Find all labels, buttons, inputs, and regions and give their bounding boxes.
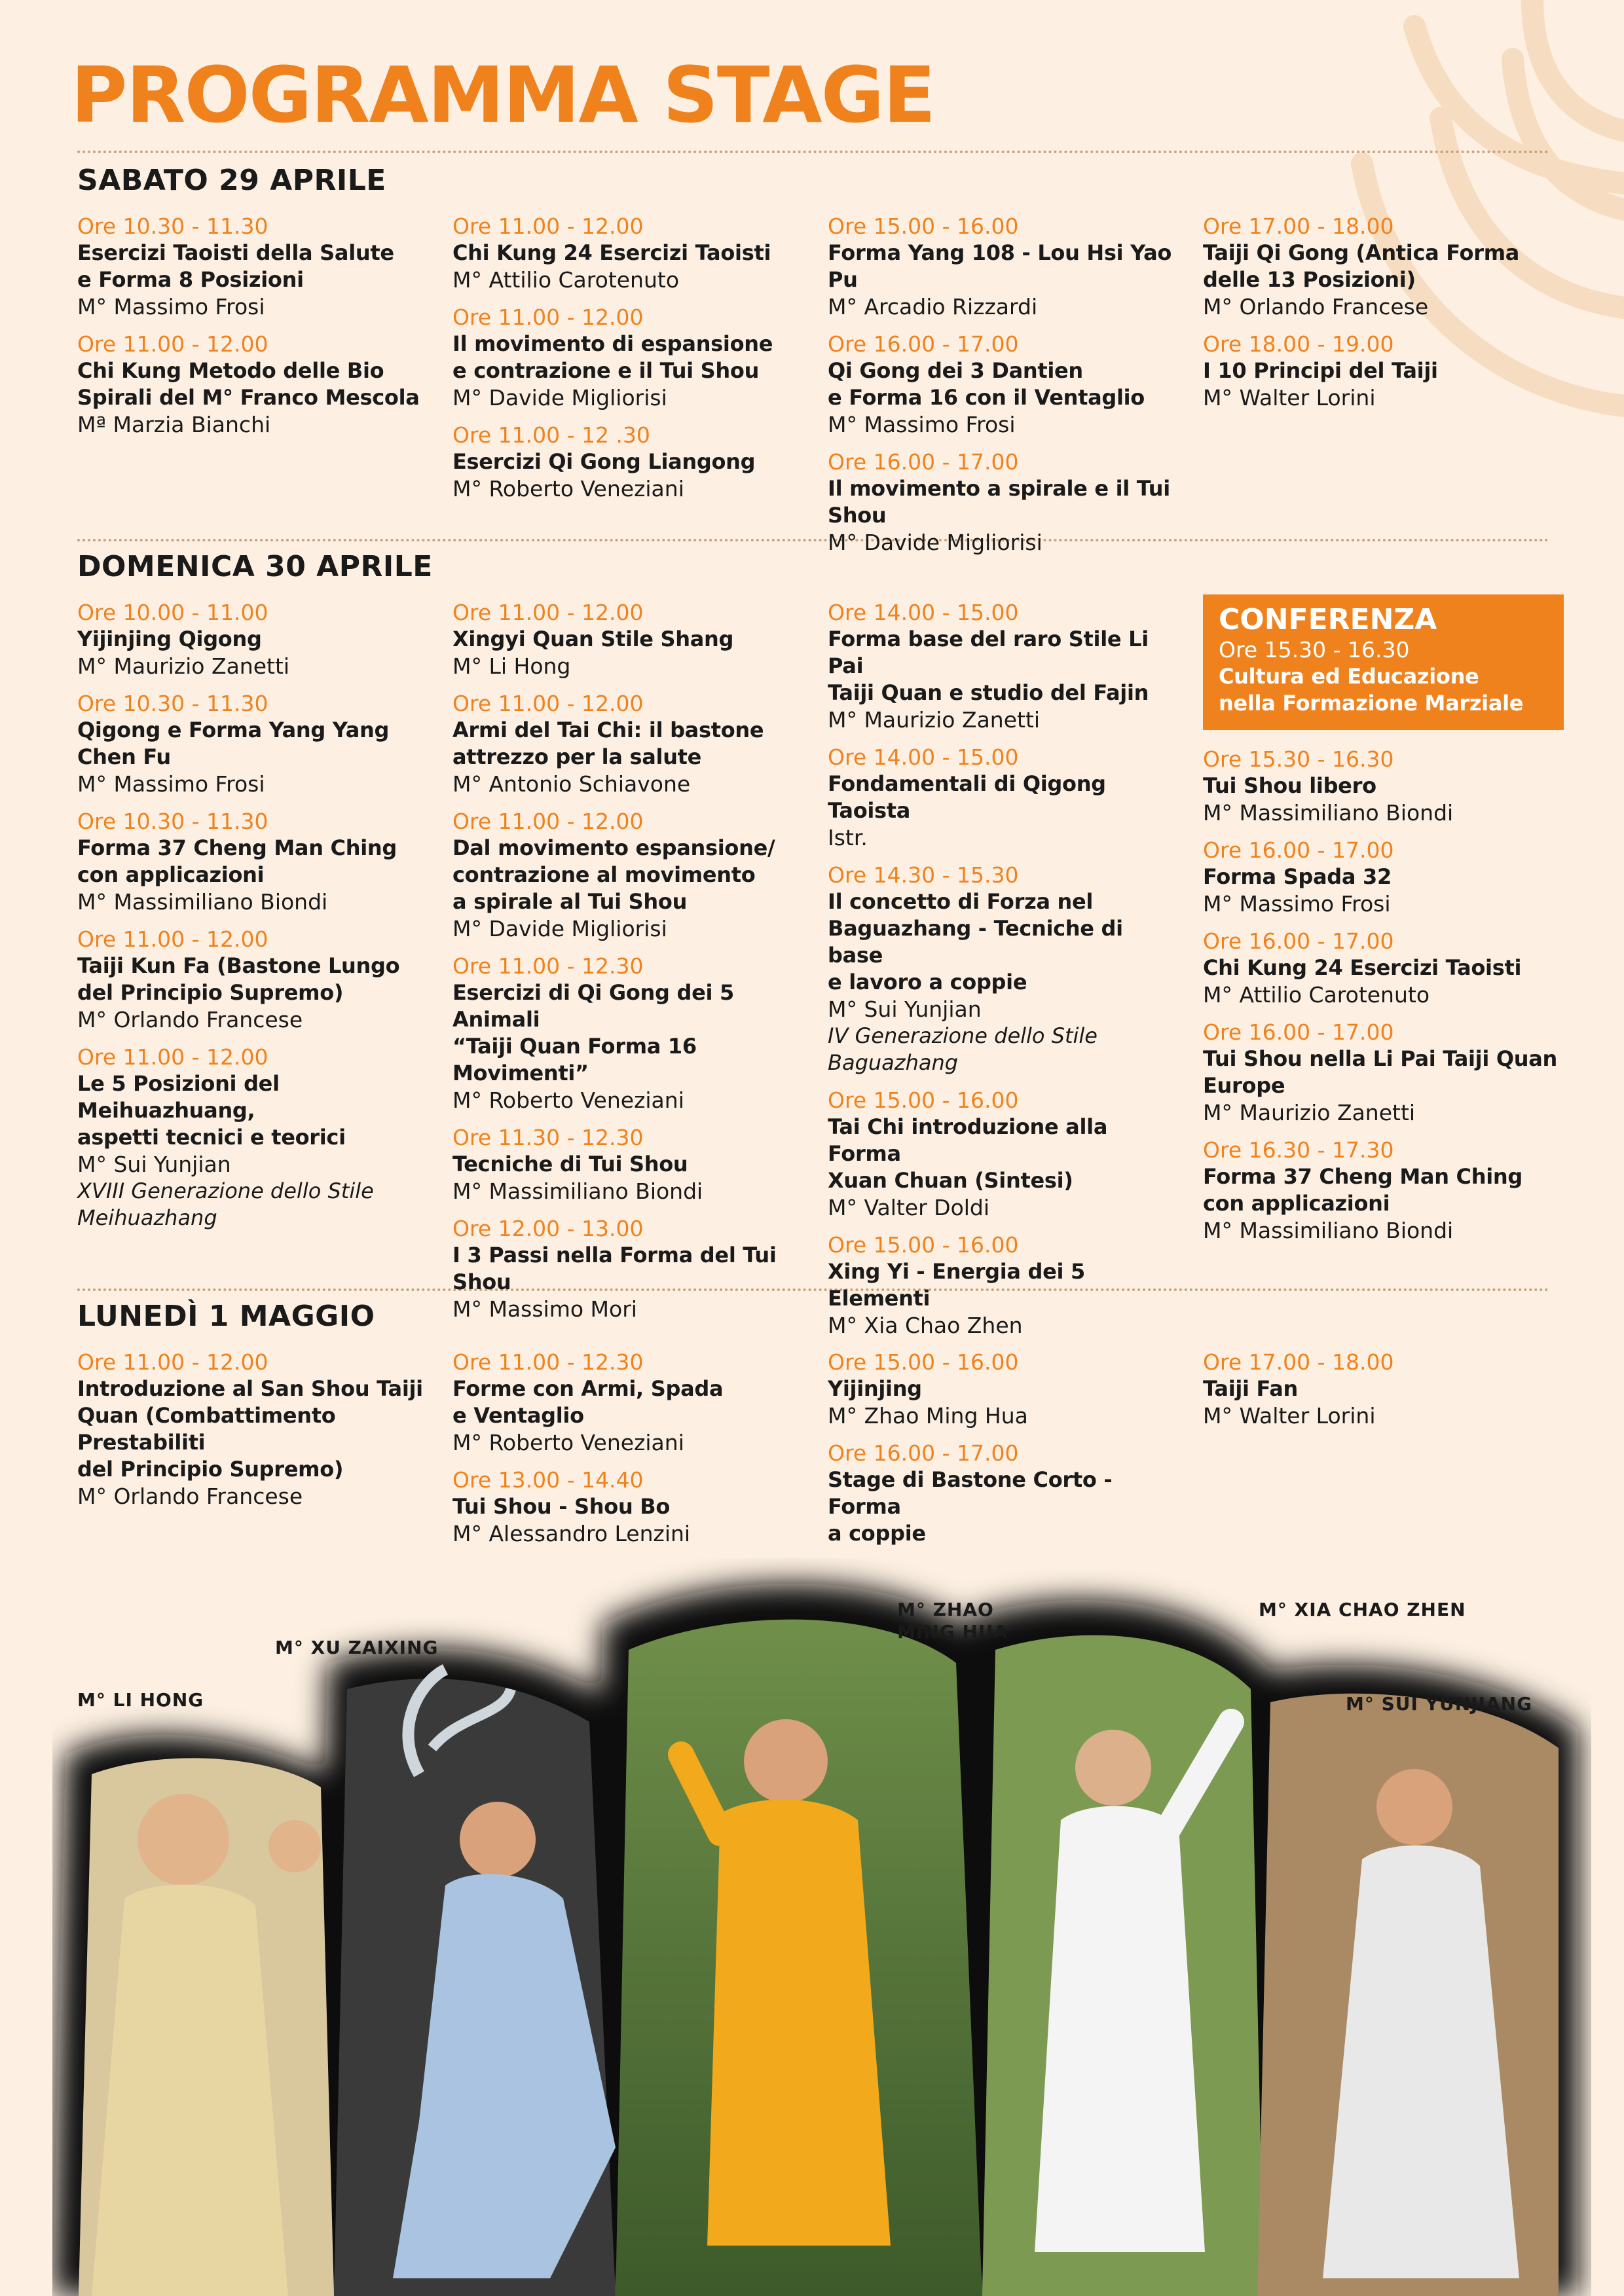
event-teacher: M° Alessandro Lenzini [452, 1521, 691, 1546]
event-teacher: M° Sui Yunjian [77, 1152, 231, 1177]
event-title-line: attrezzo per la salute [452, 744, 702, 769]
event-title-line: e Forma 8 Posizioni [77, 267, 304, 292]
schedule-event [1203, 1137, 1560, 1244]
event-time: Ore 11.30 - 12.30 [452, 1125, 644, 1150]
schedule-event [452, 1349, 809, 1456]
schedule-event [77, 213, 434, 320]
event-teacher: Mª Marzia Bianchi [77, 412, 271, 437]
event-time: Ore 15.30 - 16.30 [1203, 746, 1394, 772]
event-title-line: del Principio Supremo) [77, 1457, 344, 1482]
schedule-event [828, 1231, 1185, 1339]
schedule-column [77, 213, 434, 448]
event-title-line: Forme con Armi, Spada [452, 1376, 724, 1401]
event-title-line: Forma 37 Cheng Man Ching [1203, 1164, 1522, 1189]
event-title-line: a coppie [828, 1521, 926, 1546]
event-teacher: M° Walter Lorini [1203, 1403, 1376, 1429]
event-title-line: contrazione al movimento [452, 862, 756, 887]
event-time: Ore 16.00 - 17.00 [828, 331, 1019, 357]
event-title-line: Esercizi Qi Gong Liangong [452, 449, 756, 474]
event-teacher: M° Valter Doldi [828, 1195, 990, 1220]
event-title-line: Chi Kung 24 Esercizi Taoisti [452, 240, 771, 265]
event-teacher: M° Sui Yunjian [828, 996, 982, 1022]
event-time: Ore 10.00 - 11.00 [77, 600, 268, 625]
event-time: Ore 17.00 - 18.00 [1203, 1349, 1394, 1375]
event-teacher: M° Davide Migliorisi [452, 916, 667, 941]
schedule-event [828, 1349, 1185, 1429]
schedule-event [828, 1440, 1185, 1547]
schedule-event [452, 1124, 809, 1205]
schedule-event [1203, 837, 1560, 917]
schedule-column [828, 1349, 1185, 1558]
event-time: Ore 16.00 - 17.00 [828, 1440, 1019, 1466]
event-time: Ore 11.00 - 12.00 [452, 213, 644, 239]
event-teacher: M° Massimiliano Biondi [77, 889, 328, 915]
schedule-column [828, 213, 1185, 566]
event-note-line: IV Generazione dello Stile [828, 1023, 1098, 1048]
event-title-line: Tai Chi introduzione alla Forma [828, 1114, 1108, 1166]
event-title-line: Il movimento di espansione [452, 331, 773, 356]
event-teacher: M° Massimo Frosi [77, 771, 265, 797]
schedule-event [77, 331, 434, 438]
event-title-line: Yijinjing Qigong [77, 627, 262, 651]
divider [77, 151, 1549, 153]
schedule-column [452, 213, 809, 513]
event-teacher: M° Massimo Frosi [828, 412, 1016, 437]
event-teacher: M° Davide Migliorisi [452, 385, 667, 410]
event-title-line: e Ventaglio [452, 1403, 584, 1428]
event-teacher: M° Li Hong [452, 653, 571, 679]
event-title-line: Forma Spada 32 [1203, 864, 1392, 889]
conference-box [1203, 594, 1564, 730]
event-time: Ore 16.00 - 17.00 [828, 449, 1019, 475]
event-teacher: M° Arcadio Rizzardi [828, 294, 1038, 319]
event-title-line: Le 5 Posizioni del Meihuazhuang, [77, 1071, 280, 1123]
schedule-event [1203, 1349, 1560, 1429]
event-time: Ore 11.00 - 12.00 [452, 304, 644, 330]
event-teacher: M° Attilio Carotenuto [452, 267, 680, 293]
event-time: Ore 16.00 - 17.00 [1203, 837, 1394, 863]
event-title-line: Xuan Chuan (Sintesi) [828, 1168, 1073, 1193]
schedule-event [828, 331, 1185, 438]
event-teacher: M° Massimiliano Biondi [1203, 800, 1454, 826]
event-time: Ore 10.30 - 11.30 [77, 691, 268, 716]
event-title-line: Chi Kung Metodo delle Bio [77, 358, 384, 383]
event-time: Ore 14.30 - 15.30 [828, 862, 1019, 888]
schedule-event [452, 304, 809, 411]
event-time: Ore 15.00 - 16.00 [828, 1087, 1019, 1113]
event-time: Ore 11.00 - 12.00 [452, 809, 644, 834]
event-title-line: Dal movimento espansione/ [452, 835, 775, 860]
schedule-event [452, 808, 809, 942]
event-title-line: e lavoro a coppie [828, 970, 1027, 994]
schedule-event [452, 1467, 809, 1547]
schedule-event [828, 862, 1185, 1076]
event-title-line: I 10 Principi del Taiji [1203, 358, 1438, 383]
event-teacher: M° Massimo Mori [452, 1296, 637, 1322]
event-teacher: M° Roberto Veneziani [452, 476, 684, 501]
schedule-event [828, 744, 1185, 851]
event-note-line: Baguazhang [828, 1050, 959, 1075]
photo-label-li-hong: M° LI HONG [77, 1689, 204, 1711]
event-title-line: Chi Kung 24 Esercizi Taoisti [1203, 955, 1522, 980]
event-time: Ore 15.00 - 16.00 [828, 1349, 1019, 1375]
schedule-event [77, 808, 434, 915]
day-heading-sunday: DOMENICA 30 APRILE [77, 550, 433, 583]
event-title-line: Introduzione al San Shou Taiji [77, 1376, 423, 1401]
schedule-column [1203, 213, 1560, 422]
event-time: Ore 16.30 - 17.30 [1203, 1137, 1394, 1163]
event-time: Ore 10.30 - 11.30 [77, 213, 268, 239]
event-teacher: M° Massimo Frosi [1203, 891, 1391, 917]
event-title-line: Qi Gong dei 3 Dantien [828, 358, 1083, 383]
conference-label: CONFERENZA [1219, 603, 1437, 636]
event-time: Ore 16.00 - 17.00 [1203, 1019, 1394, 1045]
event-title-line: Stage di Bastone Corto - Forma [828, 1467, 1113, 1519]
schedule-event [452, 213, 809, 293]
event-title-line: Taiji Kun Fa (Bastone Lungo [77, 953, 400, 978]
event-time: Ore 13.00 - 14.40 [452, 1467, 644, 1493]
event-title-line: Esercizi Taoisti della Salute [77, 240, 394, 265]
event-time: Ore 14.00 - 15.00 [828, 744, 1019, 770]
event-title-line: Yijinjing [828, 1376, 922, 1401]
day-heading-saturday: SABATO 29 APRILE [77, 164, 386, 197]
event-time: Ore 11.00 - 12.00 [77, 1044, 268, 1070]
event-teacher: M° Roberto Veneziani [452, 1430, 684, 1455]
schedule-column [452, 599, 809, 1333]
event-title-line: Fondamentali di Qigong Taoista [828, 771, 1106, 823]
event-title-line: Taiji Fan [1203, 1376, 1299, 1401]
schedule-event [1203, 331, 1560, 411]
event-title-line: con applicazioni [77, 862, 265, 887]
schedule-event [828, 1087, 1185, 1221]
event-title-line: a spirale al Tui Shou [452, 889, 688, 914]
event-title-line: delle 13 Posizioni) [1203, 267, 1416, 292]
event-title-line: Tecniche di Tui Shou [452, 1152, 688, 1176]
day-heading-monday: LUNEDÌ 1 MAGGIO [77, 1300, 375, 1333]
event-title-line: Spirali del M° Franco Mescola [77, 385, 420, 410]
photo-label-xu-zaixing: M° XU ZAIXING [275, 1637, 439, 1658]
event-title-line: Cultura ed Educazione [1219, 664, 1479, 689]
page-title: PROGRAMMA STAGE [71, 50, 935, 140]
schedule-event [452, 953, 809, 1114]
schedule-event [828, 213, 1185, 320]
event-teacher: Istr. [828, 825, 868, 850]
event-teacher: M° Xia Chao Zhen [828, 1313, 1023, 1338]
event-time: Ore 11.00 - 12.30 [452, 953, 644, 979]
event-teacher: M° Orlando Francese [77, 1484, 303, 1509]
schedule-event [1203, 746, 1560, 826]
schedule-column [1203, 1349, 1560, 1440]
event-title-line: del Principio Supremo) [77, 980, 344, 1005]
event-teacher: M° Maurizio Zanetti [77, 653, 290, 679]
event-time: Ore 14.00 - 15.00 [828, 600, 1019, 625]
event-title-line: Taiji Quan e studio del Fajin [828, 680, 1149, 705]
event-time: Ore 15.30 - 16.30 [1219, 637, 1410, 663]
event-teacher: M° Orlando Francese [77, 1007, 303, 1032]
event-teacher: M° Roberto Veneziani [452, 1087, 684, 1113]
event-title-line: Xingyi Quan Stile Shang [452, 627, 734, 651]
event-title-line: Il movimento a spirale e il Tui Shou [828, 476, 1170, 528]
event-title-line: Quan (Combattimento Prestabiliti [77, 1403, 336, 1455]
event-title-line: nella Formazione Marziale [1219, 691, 1524, 716]
event-teacher: M° Davide Migliorisi [828, 530, 1043, 555]
event-title-line: Chen Fu [77, 744, 171, 769]
event-time: Ore 15.00 - 16.00 [828, 213, 1019, 239]
event-teacher: M° Massimiliano Biondi [452, 1178, 703, 1204]
event-title-line: Forma 37 Cheng Man Ching [77, 835, 397, 860]
masters-photo-collage [52, 1558, 1591, 2296]
event-title-line: Tui Shou libero [1203, 773, 1376, 798]
event-title-line: Tui Shou nella Li Pai Taiji Quan [1203, 1046, 1557, 1071]
event-title-line: Esercizi di Qi Gong dei 5 Animali [452, 980, 734, 1032]
photo-label-sui-yunjiang: M° SUI YUNJIANG [1346, 1693, 1533, 1715]
event-title-line: Europe [1203, 1073, 1285, 1098]
photo-label-xia-chao-zhen: M° XIA CHAO ZHEN [1259, 1599, 1466, 1620]
schedule-event [452, 690, 809, 797]
schedule-event [828, 599, 1185, 733]
event-title-line: Forma base del raro Stile Li Pai [828, 627, 1149, 678]
event-time: Ore 11.00 - 12.00 [452, 691, 644, 716]
event-title-line: Forma Yang 108 - Lou Hsi Yao Pu [828, 240, 1172, 292]
event-teacher: M° Walter Lorini [1203, 385, 1376, 410]
schedule-event [452, 422, 809, 502]
schedule-column [77, 599, 434, 1242]
event-time: Ore 10.30 - 11.30 [77, 809, 268, 834]
event-title-line: Xing Yi - Energia dei 5 Elementi [828, 1259, 1085, 1311]
schedule-event [1203, 213, 1560, 320]
event-title-line: Baguazhang - Tecniche di base [828, 916, 1123, 968]
event-time: Ore 11.00 - 12.00 [77, 331, 268, 357]
schedule-event [1203, 928, 1560, 1008]
schedule-column [1203, 594, 1560, 1254]
schedule-event [828, 448, 1185, 556]
event-time: Ore 15.00 - 16.00 [828, 1232, 1019, 1258]
event-title-line: Qigong e Forma Yang Yang [77, 718, 390, 742]
event-title-line: Taiji Qi Gong (Antica Forma [1203, 240, 1520, 265]
event-teacher: M° Maurizio Zanetti [828, 707, 1041, 733]
event-time: Ore 18.00 - 19.00 [1203, 331, 1394, 357]
event-title-line: Tui Shou - Shou Bo [452, 1494, 671, 1519]
schedule-event [77, 1349, 434, 1510]
event-teacher: M° Zhao Ming Hua [828, 1403, 1028, 1429]
schedule-event [77, 599, 434, 680]
event-title-line: “Taiji Quan Forma 16 Movimenti” [452, 1034, 697, 1085]
event-time: Ore 12.00 - 13.00 [452, 1216, 644, 1241]
event-time: Ore 11.00 - 12 .30 [452, 422, 650, 448]
schedule-event [1203, 1019, 1560, 1126]
event-title-line: aspetti tecnici e teorici [77, 1125, 346, 1150]
schedule-event [452, 1215, 809, 1322]
photo-label-zhao-ming-hua: M° ZHAO MING HUA [897, 1599, 1008, 1643]
schedule-column [828, 599, 1185, 1349]
event-teacher: M° Maurizio Zanetti [1203, 1100, 1416, 1125]
event-time: Ore 11.00 - 12.00 [452, 600, 644, 625]
event-teacher: M° Attilio Carotenuto [1203, 982, 1430, 1008]
event-teacher: M° Massimo Frosi [77, 294, 265, 319]
schedule-event [77, 1044, 434, 1231]
divider [77, 1288, 1549, 1291]
event-title-line: con applicazioni [1203, 1191, 1390, 1216]
event-title-line: e Forma 16 con il Ventaglio [828, 385, 1145, 410]
schedule-event [77, 690, 434, 797]
schedule-event [77, 926, 434, 1033]
event-note-line: XVIII Generazione dello Stile [77, 1178, 374, 1203]
event-title-line: e contrazione e il Tui Shou [452, 358, 760, 383]
event-title-line: Il concetto di Forza nel [828, 889, 1094, 914]
event-note-line: Meihuazhang [77, 1205, 217, 1230]
event-time: Ore 11.00 - 12.00 [77, 926, 268, 952]
event-time: Ore 17.00 - 18.00 [1203, 213, 1394, 239]
schedule-column [452, 1349, 809, 1558]
event-teacher: M° Antonio Schiavone [452, 771, 691, 797]
event-title-line: Armi del Tai Chi: il bastone [452, 718, 764, 742]
event-title-line: I 3 Passi nella Forma del Tui Shou [452, 1243, 777, 1294]
event-time: Ore 16.00 - 17.00 [1203, 928, 1394, 954]
event-teacher: M° Orlando Francese [1203, 294, 1429, 319]
schedule-event [452, 599, 809, 680]
event-time: Ore 11.00 - 12.00 [77, 1349, 268, 1375]
event-time: Ore 11.00 - 12.30 [452, 1349, 644, 1375]
schedule-column [77, 1349, 434, 1520]
divider [77, 539, 1549, 541]
event-teacher: M° Massimiliano Biondi [1203, 1218, 1454, 1243]
